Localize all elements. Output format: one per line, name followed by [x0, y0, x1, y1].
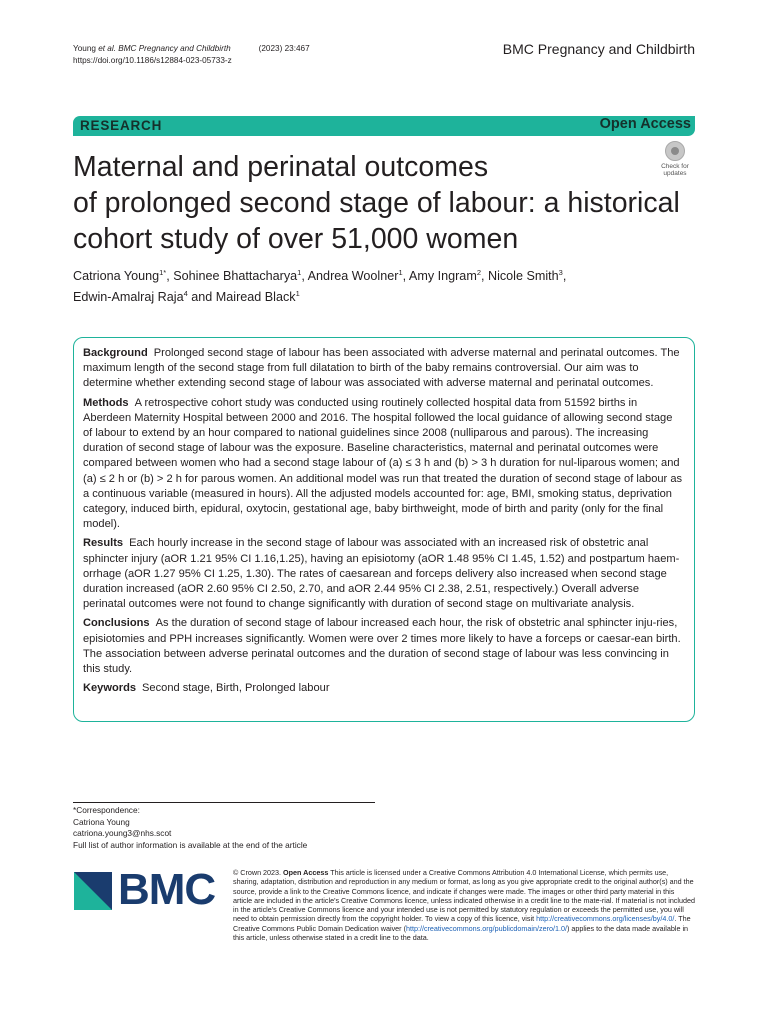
section-heading: Results	[83, 537, 124, 550]
bmc-logo-text: BMC	[118, 865, 216, 914]
journal-name: BMC Pregnancy and Childbirth	[502, 41, 695, 57]
section-text: Prolonged second stage of labour has been associated with adverse maternal and perinatal outcomes. The maximum length of the second stage from full dilatation to birth of the baby remains controversial. Our aim was to determine whether extending second stage of labour was associated with adverse maternal and perinatal outcomes.	[83, 347, 680, 390]
author-line-1	[73, 264, 695, 285]
author-separator: ,	[480, 269, 488, 284]
citation-authors: Young	[73, 44, 99, 53]
license-body: This article is licensed under a Creative Commons Attribution 4.0 International License, which permits use, sharing, adaptation, distribution and reproduction in any medium or format, as long as you give appropriate credit to the original author(s) and the source, provide a link to the Creative Commons licence, and indicate if changes were made. The images or other third party material in this article are included in the article's Creative Commons licence, unless indicated otherwise in a credit line to the mate-rial. If material is not included in the article's Creative Commons licence and your intended use is not permitted by statutory regulation or exceeds the permitted use, you will need to obtain permission directly from the copyright holder. To view a copy of this licence, visit	[233, 868, 695, 924]
author-name: Andrea Woolner	[307, 269, 399, 284]
citation-etal: et al.	[98, 44, 116, 53]
author-affiliation: 1	[297, 268, 302, 277]
abstract-keywords	[83, 681, 684, 696]
author-affiliation: 4	[183, 289, 188, 299]
author-separator: and	[187, 290, 216, 305]
author-separator: ,	[562, 269, 567, 284]
abstract-results	[83, 536, 684, 612]
correspondence-email[interactable]: catriona.young3@nhs.scot	[73, 828, 172, 838]
bmc-logo-icon	[74, 872, 112, 910]
author-separator: ,	[166, 269, 174, 284]
author-affiliation: 1*	[159, 268, 167, 277]
author-name: Edwin-Amalraj Raja	[73, 290, 184, 305]
correspondence-block	[73, 805, 307, 851]
section-heading: Background	[83, 347, 148, 359]
section-text: As the duration of second stage of labour increased each hour, the risk of obstetric anal sphincter inju-ries, episiotomies and PPH increases significantly. Women were over 2 times more likely to have a forceps or caesar-ean birth. The association between adverse perinatal outcomes and the duration of second stage of labour was less convincing in this study.	[83, 617, 681, 676]
author-name: Sohinee Bhattacharya	[173, 269, 298, 284]
license-body-2: . The Creative Commons Public Domain Dedication waiver (	[233, 914, 691, 933]
citation-line	[73, 43, 310, 55]
license-body-3: ) applies to the data made available in this article, unless otherwise stated in a credit line to the data.	[233, 923, 689, 943]
author-name: Mairead Black	[215, 290, 296, 305]
section-heading: Keywords	[83, 682, 137, 695]
citation-header	[73, 43, 310, 67]
author-affiliation: 1	[295, 289, 300, 299]
check-updates-text	[655, 163, 695, 177]
check-for-updates-badge[interactable]	[655, 141, 695, 179]
author-separator: ,	[301, 269, 308, 284]
abstract-background	[83, 346, 684, 392]
abstract-methods	[83, 396, 684, 533]
footnote-rule	[73, 802, 375, 803]
abstract-conclusions	[83, 616, 684, 677]
article-type-band	[73, 116, 695, 136]
abstract-box	[73, 337, 695, 722]
license-link-cc-by[interactable]: http://creativecommons.org/licenses/by/4.0/	[536, 914, 675, 924]
check-updates-icon	[665, 141, 685, 161]
title-line-1: Maternal and perinatal outcomes	[73, 151, 489, 183]
license-link-cc0[interactable]: http://creativecommons.org/publicdomain/zero/1.0/	[405, 923, 567, 933]
correspondence-label: *Correspondence:	[73, 805, 140, 815]
correspondence-name: Catriona Young	[73, 816, 130, 827]
license-text	[233, 868, 695, 942]
author-separator: ,	[402, 269, 409, 284]
author-affiliation: 3	[558, 268, 563, 277]
license-open-access: Open Access	[283, 868, 329, 877]
author-name: Catriona Young	[73, 269, 160, 284]
author-list	[73, 264, 695, 306]
author-affiliation: 2	[476, 268, 481, 277]
section-text: A retrospective cohort study was conducted using routinely collected hospital data from 51592 births in Aberdeen Maternity Hospital between 2000 and 2016. The hospital followed the local guidance of allowing second stage of labour to extend by an hour compared to national guidelines since 2008 (nulliparous and parous). The increasing duration of second stage of labour was the exposure. Baseline characteristics, maternal and perinatal outcomes were compared between women who had a second stage labour of (a) ≤ 3 h and (b) > 3 h duration for nul-liparous women; and (a) ≤ 2 h or (b) > 2 h for parous women. An additional model was run that treated the duration of second stage of labour as a continuous variable (measured in hours). All the adjusted models accounted for: age, BMI, smoking status, deprivation category, induced birth, epidural, oxytocin, gestational age, baby birthweight, mode of birth and parity (only for the final model).	[83, 396, 683, 531]
license-copyright: © Crown 2023.	[233, 868, 282, 877]
article-title	[73, 149, 713, 257]
bmc-logo	[74, 865, 219, 914]
section-text: Second stage, Birth, Prolonged labour	[142, 682, 330, 695]
author-name: Nicole Smith	[487, 269, 559, 284]
section-heading: Conclusions	[83, 617, 150, 630]
doi-link[interactable]: https://doi.org/10.1186/s12884-023-05733-z	[73, 56, 232, 65]
author-name: Amy Ingram	[408, 269, 477, 284]
title-line-3: cohort study of over 51,000 women	[73, 223, 519, 255]
research-label: RESEARCH	[80, 118, 163, 133]
author-line-2	[73, 285, 695, 306]
open-access-label: Open Access	[599, 116, 691, 132]
section-text: Each hourly increase in the second stage of labour was associated with an increased risk of obstetric anal sphincter injury (aOR 1.21 95% CI 1.16,1.25), having an episiotomy (aOR 1.48 95% CI 1.45, 1.52) and postpartum haem-orrhage (aOR 1.27 95% CI 1.25, 1.30). The rates of caesarean and forceps delivery also increased when second stage duration increased (aOR 2.60 95% CI 2.50, 2.70, and aOR 2.44 95% CI 2.38, 2.51, respectively.) Overall adverse perinatal outcomes were not found to change significantly with duration of second stage on multivariate analysis.	[83, 537, 680, 611]
correspondence-note: Full list of author information is available at the end of the article	[73, 839, 308, 850]
section-heading: Methods	[83, 396, 129, 409]
check-updates-line-2: updates	[663, 170, 687, 177]
check-updates-line-1: Check for	[661, 163, 689, 170]
author-affiliation: 1	[398, 268, 403, 277]
citation-year: (2023) 23:467	[258, 44, 310, 53]
citation-journal: BMC Pregnancy and Childbirth	[115, 44, 231, 53]
title-line-2: of prolonged second stage of labour: a historical	[73, 187, 680, 219]
